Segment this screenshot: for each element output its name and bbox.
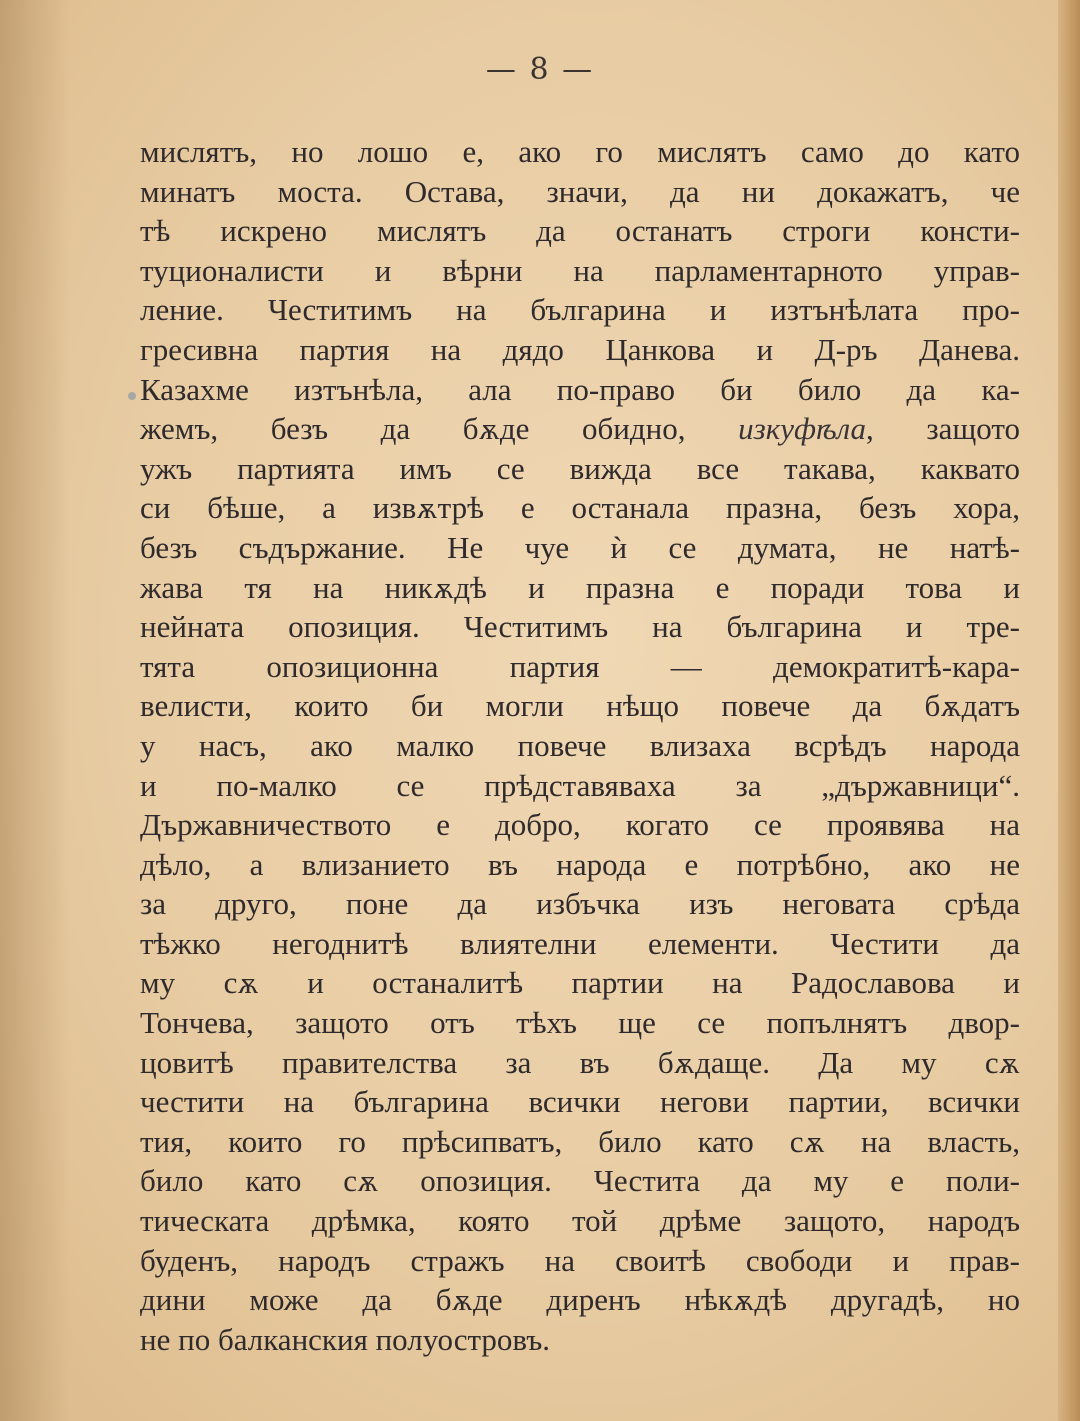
text-segment: , защото [866, 411, 1020, 447]
page-number: — 8 — [485, 52, 595, 87]
page-gutter-shadow [0, 0, 70, 1421]
text-segment: жемъ, безъ да бѫде обидно, [140, 411, 686, 447]
text-line-with-italic [140, 409, 1020, 449]
text-line: тята опозиционна партия — демократитѣ-кара- [140, 648, 1020, 684]
text-line: цовитѣ правителства за въ бѫдаще. Да му сѫ [140, 1044, 1020, 1080]
body-text [140, 132, 1020, 1359]
text-line: туционалисти и вѣрни на парламентарното управ- [140, 252, 1020, 288]
text-line: било като сѫ опозиция. Честита да му е поли- [140, 1163, 1020, 1199]
text-line: безъ съдържание. Не чуе ѝ се думата, не натѣ- [140, 529, 1020, 565]
text-line: тическата дрѣмка, която той дрѣме защото, народъ [140, 1203, 1020, 1239]
text-line: минатъ моста. Остава, значи, да ни докажатъ, че [140, 173, 1020, 209]
text-line: нейната опозиция. Честитимъ на българина и тре- [140, 609, 1020, 645]
text-line-last: не по балканския полуостровъ. [140, 1321, 551, 1357]
text-line: тия, които го прѣсипватъ, било като сѫ на власть, [140, 1123, 1020, 1159]
text-line: и по-малко се прѣдставяваха за „държавници“. [140, 767, 1020, 803]
text-line: мислятъ, но лошо е, ако го мислятъ само до като [140, 134, 1020, 169]
text-line: ление. Честитимъ на българина и изтънѣлата про- [140, 292, 1020, 328]
text-line: велисти, които би могли нѣщо повече да бѫдатъ [140, 688, 1020, 724]
margin-mark [128, 392, 136, 400]
text-line: Тончева, защото отъ тѣхъ ще се попълнятъ двор- [140, 1005, 1020, 1041]
text-line: гресивна партия на дядо Цанкова и Д-ръ Данева. [140, 331, 1020, 367]
text-line: дини може да бѫде диренъ нѣкѫдѣ другадѣ, но [140, 1282, 1020, 1318]
text-line: дѣло, а влизанието въ народа е потрѣбно, ако не [140, 846, 1020, 882]
text-line: у насъ, ако малко повече влизаха всрѣдъ народа [140, 727, 1020, 763]
text-line: Държавничеството е добро, когато се проявява на [140, 807, 1020, 843]
italic-word: изкуфѣла [738, 411, 867, 447]
text-line: Казахме изтънѣла, ала по-право би било да ка- [140, 371, 1020, 407]
text-line: ужъ партията имъ се вижда все такава, каквато [140, 450, 1020, 486]
text-line: тѣ искрено мислятъ да останатъ строги консти- [140, 213, 1020, 249]
text-line: си бѣше, а извѫтрѣ е останала празна, безъ хора, [140, 490, 1020, 526]
page-edge [1058, 0, 1080, 1421]
text-line: буденъ, народъ стражъ на своитѣ свободи и прав- [140, 1242, 1020, 1278]
text-line: му сѫ и останалитѣ партии на Радославова и [140, 965, 1020, 1001]
text-line: за друго, поне да избъчка изъ неговата срѣда [140, 886, 1020, 922]
text-line: тѣжко негоднитѣ влиятелни елементи. Честити да [140, 925, 1020, 961]
text-line: жава тя на никѫдѣ и празна е поради това и [140, 569, 1020, 605]
text-line: честити на българина всички негови партии, всички [140, 1084, 1020, 1120]
